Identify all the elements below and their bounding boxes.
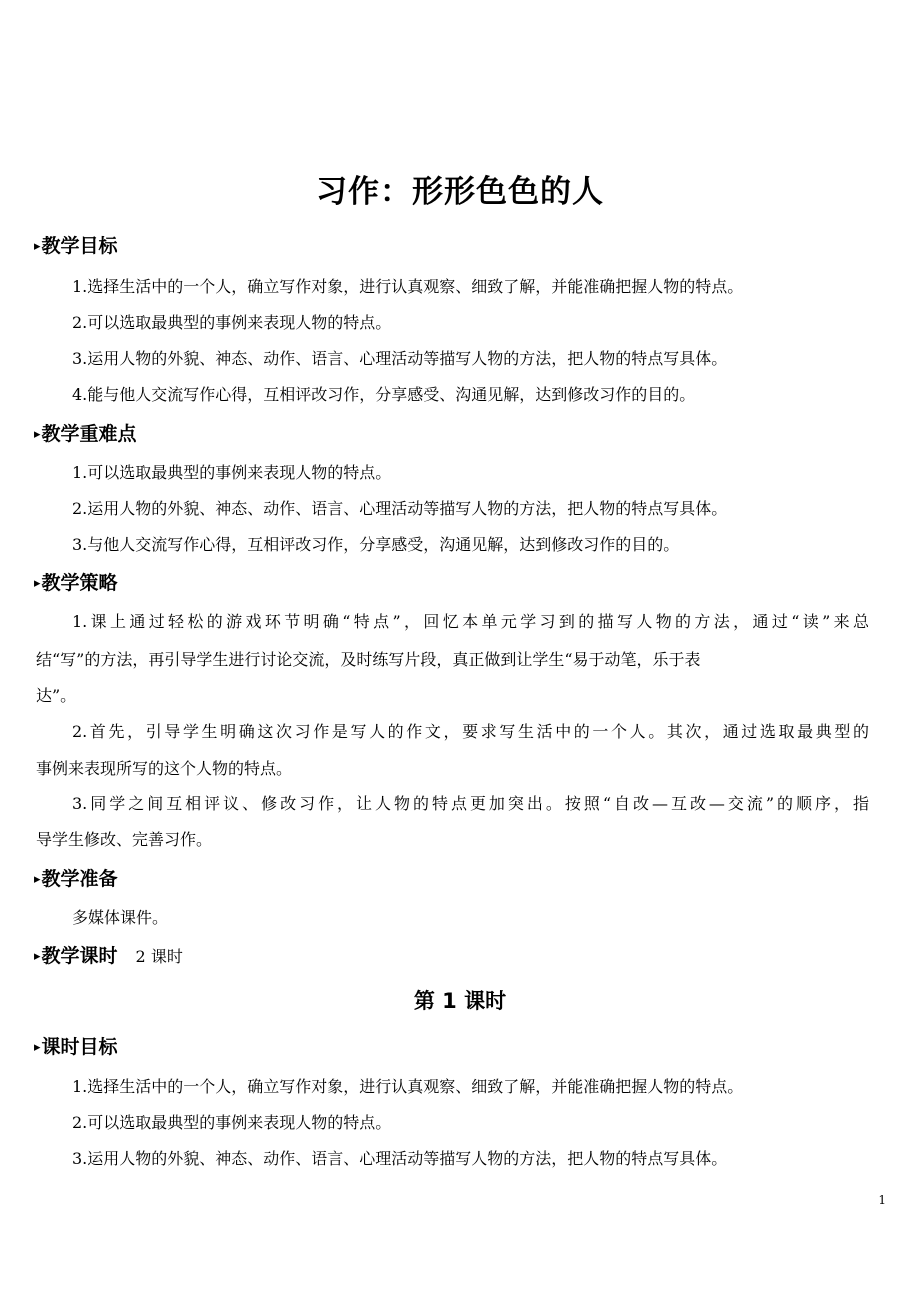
heading-teaching-preparation: [34, 866, 118, 893]
heading-text: 课时目标: [41, 1036, 118, 1058]
goal-item-2: 2.可以选取最典型的事例来表现人物的特点。: [72, 313, 392, 332]
preparation-text: 多媒体课件。: [72, 908, 169, 927]
goal-item-1: 1.选择生活中的一个人，确立写作对象，进行认真观察、细致了解，并能准确把握人物的特点。: [72, 277, 744, 296]
strategy-paragraph-3-line-2: 导学生修改、完善习作。: [36, 830, 213, 849]
strategy-paragraph-1-line-2: 结“写”的方法，再引导学生进行讨论交流，及时练写片段，真正做到让学生“易于动笔，乐于表: [36, 650, 701, 669]
page-number: 1: [878, 1193, 886, 1207]
teaching-hours-value: 2 课时: [135, 947, 183, 966]
heading-marker-icon: ▸: [34, 427, 41, 442]
strategy-paragraph-1-line-1: 1.课上通过轻松的游戏环节明确“特点”，回忆本单元学习到的描写人物的方法，通过“读”来总: [72, 612, 869, 631]
lesson-goal-item-1: 1.选择生活中的一个人，确立写作对象，进行认真观察、细致了解，并能准确把握人物的特点。: [72, 1077, 744, 1096]
heading-text: 教学课时: [41, 945, 118, 967]
key-point-item-2: 2.运用人物的外貌、神态、动作、语言、心理活动等描写人物的方法，把人物的特点写具体。: [72, 499, 728, 518]
lesson-1-title: 第 1 课时: [413, 989, 507, 1013]
heading-text: 教学目标: [41, 235, 118, 257]
heading-key-points: [34, 421, 137, 448]
heading-text: 教学策略: [41, 572, 118, 594]
heading-teaching-hours: [34, 943, 183, 970]
lesson-goal-item-2: 2.可以选取最典型的事例来表现人物的特点。: [72, 1113, 392, 1132]
heading-marker-icon: ▸: [34, 239, 41, 254]
heading-text: 教学准备: [41, 868, 118, 890]
heading-lesson-goals: [34, 1034, 118, 1061]
lesson-goal-item-3: 3.运用人物的外貌、神态、动作、语言、心理活动等描写人物的方法，把人物的特点写具体。: [72, 1149, 728, 1168]
heading-marker-icon: ▸: [34, 949, 41, 964]
heading-marker-icon: ▸: [34, 872, 41, 887]
goal-item-3: 3.运用人物的外貌、神态、动作、语言、心理活动等描写人物的方法，把人物的特点写具体。: [72, 349, 728, 368]
goal-item-4: 4.能与他人交流写作心得，互相评改习作，分享感受、沟通见解，达到修改习作的目的。: [72, 385, 696, 404]
strategy-paragraph-2-line-2: 事例来表现所写的这个人物的特点。: [36, 759, 293, 778]
strategy-paragraph-2-line-1: 2.首先，引导学生明确这次习作是写人的作文，要求写生活中的一个人。其次，通过选取最典型的: [72, 722, 869, 741]
key-point-item-1: 1.可以选取最典型的事例来表现人物的特点。: [72, 463, 392, 482]
heading-marker-icon: ▸: [34, 1040, 41, 1055]
strategy-paragraph-1-line-3: 达”。: [36, 686, 77, 705]
document-title: 习作：形形色色的人: [316, 174, 604, 210]
heading-text: 教学重难点: [41, 423, 137, 445]
heading-teaching-strategy: [34, 570, 118, 597]
strategy-paragraph-3-line-1: 3.同学之间互相评议、修改习作，让人物的特点更加突出。按照“自改—互改—交流”的顺序，指: [72, 794, 869, 813]
key-point-item-3: 3.与他人交流写作心得，互相评改习作，分享感受，沟通见解，达到修改习作的目的。: [72, 535, 680, 554]
heading-marker-icon: ▸: [34, 576, 41, 591]
heading-teaching-goals: [34, 233, 118, 260]
